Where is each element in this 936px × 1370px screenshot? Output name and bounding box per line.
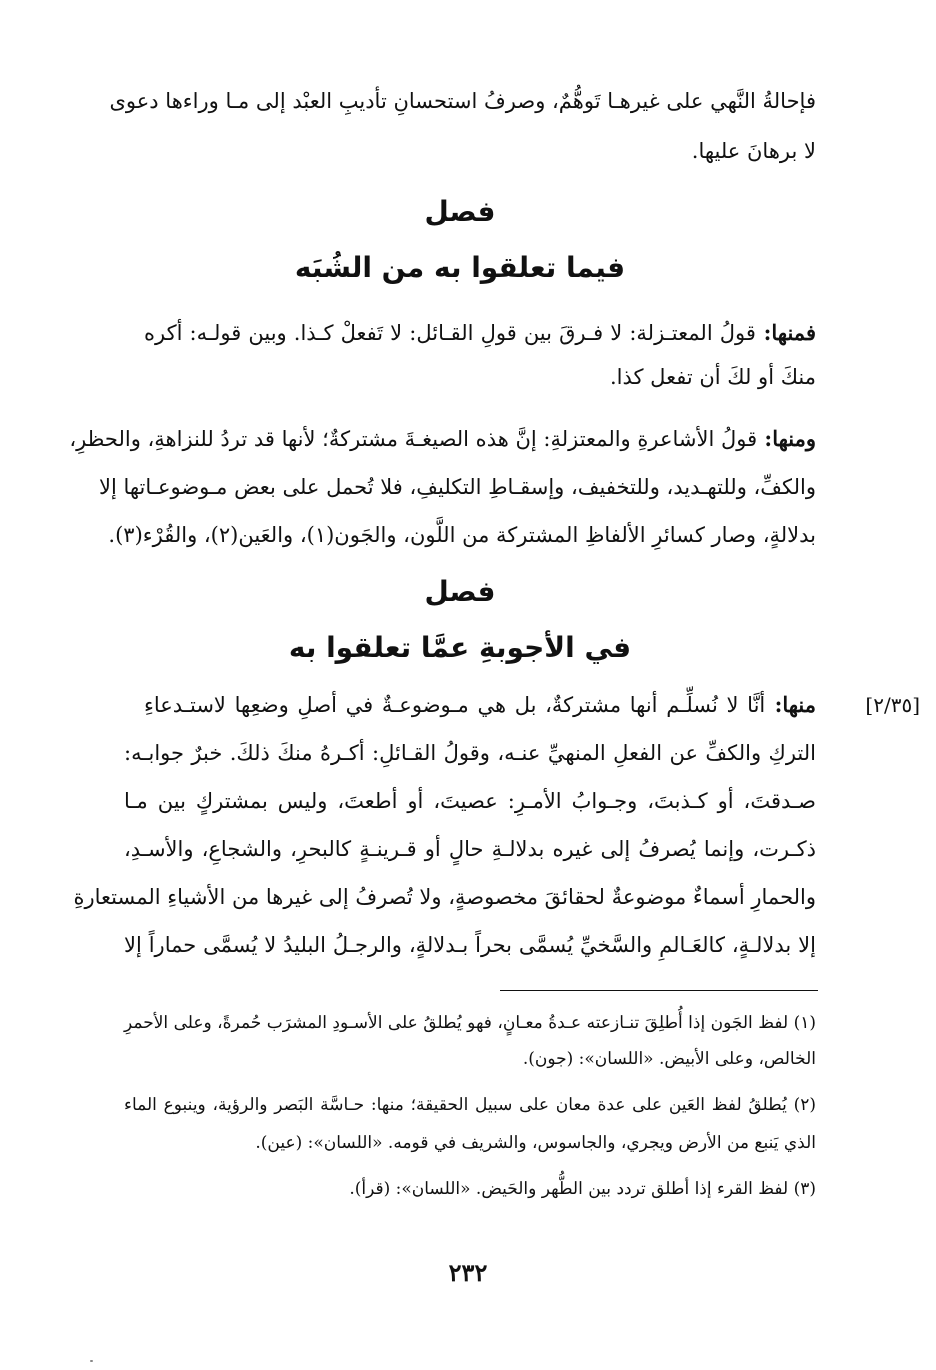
p4-line-1 xyxy=(144,690,816,724)
p3-line-2: والكفِّ، وللتهـديد، وللتخفيف، وإسقـاطِ التكليفِ، فلا تُحمل على بعض مـوضوعـاتها إلا xyxy=(98,475,816,499)
footnote-2-line-1: (٢) يُطلقُ لفظ العَين على عدة معان على سبيل الحقيقة؛ منها: حـاسَّة البَصر والرؤية، وينبوع الماء xyxy=(124,1095,816,1115)
section-heading-2: فصل xyxy=(424,575,496,608)
p2-lead: فمنها: xyxy=(755,320,816,345)
p2-line-2: منكَ أو لكَ أن تفعل كذا. xyxy=(609,365,816,389)
p4-line-5: والحمارِ أسماءٌ موضوعةٌ لحقائقَ مخصوصةٍ، ولا تُصرفُ إلى غيرها من الأشياءِ المستعارةِ xyxy=(73,885,816,909)
p4-line-4: ذكـرت، وإنما يُصرفُ إلى غيره بدلالـةِ حالٍ أو قـرينـةٍ كالبحرِ، والشجاعِ، والأسـدِ، xyxy=(124,837,816,861)
footnote-1-line-2: الخالص، وعلى الأبيض. «اللسان»: (جون). xyxy=(522,1049,816,1069)
p3-line-1 xyxy=(69,424,816,458)
section-heading-1: فصل xyxy=(424,195,496,228)
page-number: ٢٣٢ xyxy=(448,1258,488,1287)
p2-line-1-text: قولُ المعتـزلة: لا فـرقَ بين قولِ القـائل: لا تَفعلْ كـذا. وبين قولـه: أكره xyxy=(144,321,756,345)
p2-line-1 xyxy=(144,318,816,352)
p1-line-2: لا برهانَ عليها. xyxy=(691,139,816,163)
p4-line-2: التركِ والكفِّ عن الفعلِ المنهيِّ عنـه، وقولُ القـائلِ: أكـرهُ منكَ ذلكَ. خبرٌ جوابـه: xyxy=(124,741,816,765)
p4-line-3: صـدقتَ، أو كـذبتَ، وجـوابُ الأمـرِ: عصيتَ، أو أطعتَ، وليس بمشتركٍ بين مـا xyxy=(124,789,816,813)
section-subheading-2: في الأجوبةِ عمَّا تعلقوا به xyxy=(288,631,632,664)
p3-line-1-text: قولُ الأشاعرةِ والمعتزلةِ: إنَّ هذه الصيغـةَ مشتركةٌ؛ لأنها قد تردُ للنزاهةِ، والحظرِ، xyxy=(69,427,758,451)
footnote-2-line-2: الذي يَنبع من الأرض ويجري، والجاسوس، والشريف في قومه. «اللسان»: (عين). xyxy=(255,1133,816,1153)
p3-line-3: بدلالةٍ، وصار كسائرِ الألفاظِ المشتركة من اللَّون، والجَون(١)، والعَين(٢)، والقُرْء(٣). xyxy=(108,523,816,547)
footnote-3-line-1: (٣) لفظ القرء إذا أطلق تردد بين الطُّهر والحَيض. «اللسان»: (قرأ). xyxy=(349,1179,816,1199)
margin-reference: [٢/٣٥] xyxy=(865,693,920,717)
section-subheading-1: فيما تعلقوا به من الشُبَه xyxy=(294,251,626,284)
p4-line-1-text: أنَّا لا نُسلِّـم أنها مشتركةٌ، بل هي مـوضوعـةٌ في أصلِ وضعِها لاستـدعاءِ xyxy=(144,693,766,717)
scan-speck xyxy=(90,1360,93,1362)
footnote-1-line-1: (١) لفظ الجَون إذا أُطلِقَ تنـازعته عـدةُ معـانٍ، فهو يُطلقُ على الأسـودِ المشرَب حُمرةً، وعلى الأحمرِ xyxy=(124,1013,816,1033)
p3-lead: ومنها: xyxy=(757,426,816,451)
p4-lead: منها: xyxy=(765,692,816,717)
footnote-separator xyxy=(500,990,818,991)
p4-line-6: إلا بدلالـةٍ، كالعَـالمِ والسَّخيِّ يُسمَّى بحراً بـدلالةٍ، والرجـلُ البليدُ لا يُسمَّى حماراً إلا xyxy=(124,933,816,957)
p1-line-1: فإحالةُ النَّهي على غيرهـا تَوهُّمٌ، وصرفُ استحسانِ تأديبِ العبْد إلى مـا وراءها دعوى xyxy=(109,89,816,113)
